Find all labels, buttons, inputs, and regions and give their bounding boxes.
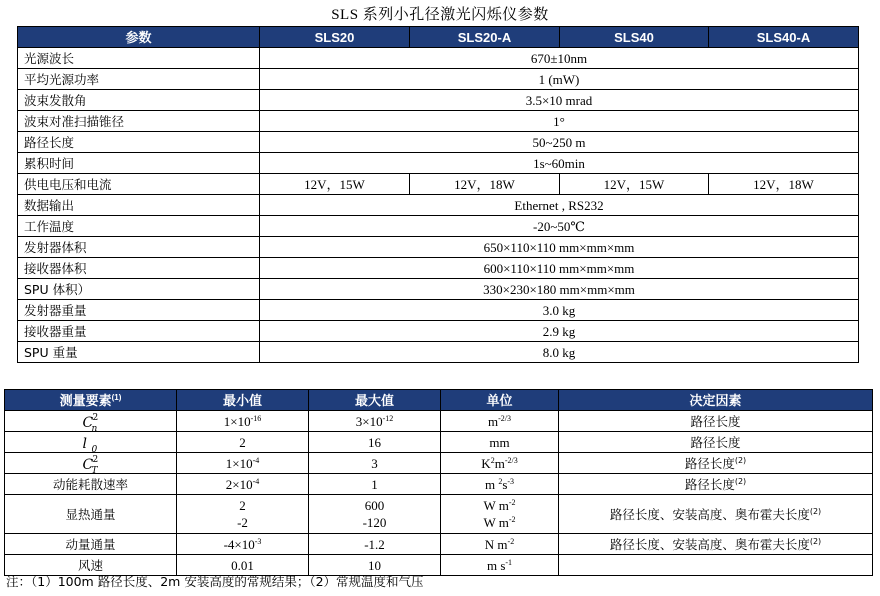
factor	[559, 555, 873, 576]
row-label: 发射器重量	[18, 300, 260, 321]
row-value: 50~250 m	[260, 132, 859, 153]
measure-header-element-label: 测量要素	[59, 392, 112, 408]
row-value: 1°	[260, 111, 859, 132]
unit: $m^{-2/3}$	[441, 411, 559, 432]
table-row	[5, 411, 873, 432]
factor: 路径长度	[559, 411, 873, 432]
spec-header-row	[18, 27, 859, 48]
header-footnote: (1)	[111, 392, 122, 402]
measurement-table	[4, 389, 873, 576]
spec-header-sls40: SLS40	[560, 27, 709, 48]
row-value: 600×110×110 mm×mm×mm	[260, 258, 859, 279]
min-value: 2	[177, 432, 309, 453]
element-name: 动能耗散速率	[5, 474, 177, 495]
table-row	[18, 48, 859, 69]
row-value: 1 (mW)	[260, 69, 859, 90]
factor: 路径长度$^{(2)}$	[559, 474, 873, 495]
table-row	[18, 90, 859, 111]
table-row	[5, 432, 873, 453]
row-label: SPU 体积）	[18, 279, 260, 300]
row-value-sls40a: 12V，18W	[709, 174, 859, 195]
row-label: 供电电压和电流	[18, 174, 260, 195]
table-row	[18, 342, 859, 363]
max-value: 10	[309, 555, 441, 576]
min-value: $1\times 10^{-16}$	[177, 411, 309, 432]
row-value: 670±10nm	[260, 48, 859, 69]
min-value: 0.01	[177, 555, 309, 576]
table-row	[18, 258, 859, 279]
factor: 路径长度、安装高度、奥布霍夫长度$^{(2)}$	[559, 495, 873, 534]
table-row	[18, 132, 859, 153]
max-value: 1	[309, 474, 441, 495]
row-value: -20~50℃	[260, 216, 859, 237]
symbol-ct2: C 2 T	[5, 453, 177, 474]
symbol-l0: l 0	[5, 432, 177, 453]
spec-header-sls40a: SLS40-A	[709, 27, 859, 48]
max-value: 3	[309, 453, 441, 474]
row-value: 3.5×10 mrad	[260, 90, 859, 111]
row-label: 波束对准扫描锥径	[18, 111, 260, 132]
row-value: 2.9 kg	[260, 321, 859, 342]
table-row	[18, 279, 859, 300]
table-row	[18, 69, 859, 90]
table-row	[18, 111, 859, 132]
row-label: 接收器重量	[18, 321, 260, 342]
table-row	[18, 174, 859, 195]
spec-header-param: 参数	[18, 27, 260, 48]
table-row	[18, 237, 859, 258]
row-label: 数据输出	[18, 195, 260, 216]
table-row	[18, 195, 859, 216]
min-value: $-4\times 10^{-3}$	[177, 534, 309, 555]
unit: mm	[441, 432, 559, 453]
row-value: 1s~60min	[260, 153, 859, 174]
measure-header-element	[5, 390, 177, 411]
footnote: 注：（1）100m 路径长度、2m 安装高度的常规结果；（2）常规温度和气压	[6, 574, 424, 589]
table-row	[18, 321, 859, 342]
row-label: 接收器体积	[18, 258, 260, 279]
row-value: 8.0 kg	[260, 342, 859, 363]
table-row	[18, 300, 859, 321]
table-row	[18, 216, 859, 237]
row-label: SPU 重量	[18, 342, 260, 363]
row-label: 发射器体积	[18, 237, 260, 258]
row-value-sls40: 12V，15W	[560, 174, 709, 195]
min-value: $1\times 10^{-4}$	[177, 453, 309, 474]
element-name: 动量通量	[5, 534, 177, 555]
max-value: 600 -120	[309, 495, 441, 534]
row-label: 平均光源功率	[18, 69, 260, 90]
row-value-sls20a: 12V，18W	[410, 174, 560, 195]
unit: m $^2s^{-3}$	[441, 474, 559, 495]
row-value: 650×110×110 mm×mm×mm	[260, 237, 859, 258]
element-name: 显热通量	[5, 495, 177, 534]
table-row	[5, 453, 873, 474]
spec-header-sls20a: SLS20-A	[410, 27, 560, 48]
row-label: 光源波长	[18, 48, 260, 69]
table-row	[5, 534, 873, 555]
row-label: 波束发散角	[18, 90, 260, 111]
measure-header-factor: 决定因素	[559, 390, 873, 411]
row-value: Ethernet , RS232	[260, 195, 859, 216]
max-value: -1.2	[309, 534, 441, 555]
measure-header-unit: 单位	[441, 390, 559, 411]
unit: m $s^{-1}$	[441, 555, 559, 576]
unit: W $m^{-2}$ W $m^{-2}$	[441, 495, 559, 534]
row-value-sls20: 12V，15W	[260, 174, 410, 195]
min-value: 2 -2	[177, 495, 309, 534]
row-label: 路径长度	[18, 132, 260, 153]
row-label: 累积时间	[18, 153, 260, 174]
measure-header-max: 最大值	[309, 390, 441, 411]
unit: $K^2m^{-2/3}$	[441, 453, 559, 474]
table-row	[5, 495, 873, 534]
measure-header-row	[5, 390, 873, 411]
factor: 路径长度、安装高度、奥布霍夫长度$^{(2)}$	[559, 534, 873, 555]
row-value: 3.0 kg	[260, 300, 859, 321]
spec-header-sls20: SLS20	[260, 27, 410, 48]
measure-header-min: 最小值	[177, 390, 309, 411]
table-row	[5, 474, 873, 495]
symbol-cn2: C 2 n	[5, 411, 177, 432]
page-title: SLS 系列小孔径激光闪烁仪参数	[331, 7, 549, 23]
factor: 路径长度	[559, 432, 873, 453]
max-value: $3\times 10^{-12}$	[309, 411, 441, 432]
row-value: 330×230×180 mm×mm×mm	[260, 279, 859, 300]
table-row	[18, 153, 859, 174]
unit: N $m^{-2}$	[441, 534, 559, 555]
max-value: 16	[309, 432, 441, 453]
element-name: 风速	[5, 555, 177, 576]
min-value: $2\times 10^{-4}$	[177, 474, 309, 495]
row-label: 工作温度	[18, 216, 260, 237]
factor: 路径长度$^{(2)}$	[559, 453, 873, 474]
spec-table	[17, 26, 859, 363]
